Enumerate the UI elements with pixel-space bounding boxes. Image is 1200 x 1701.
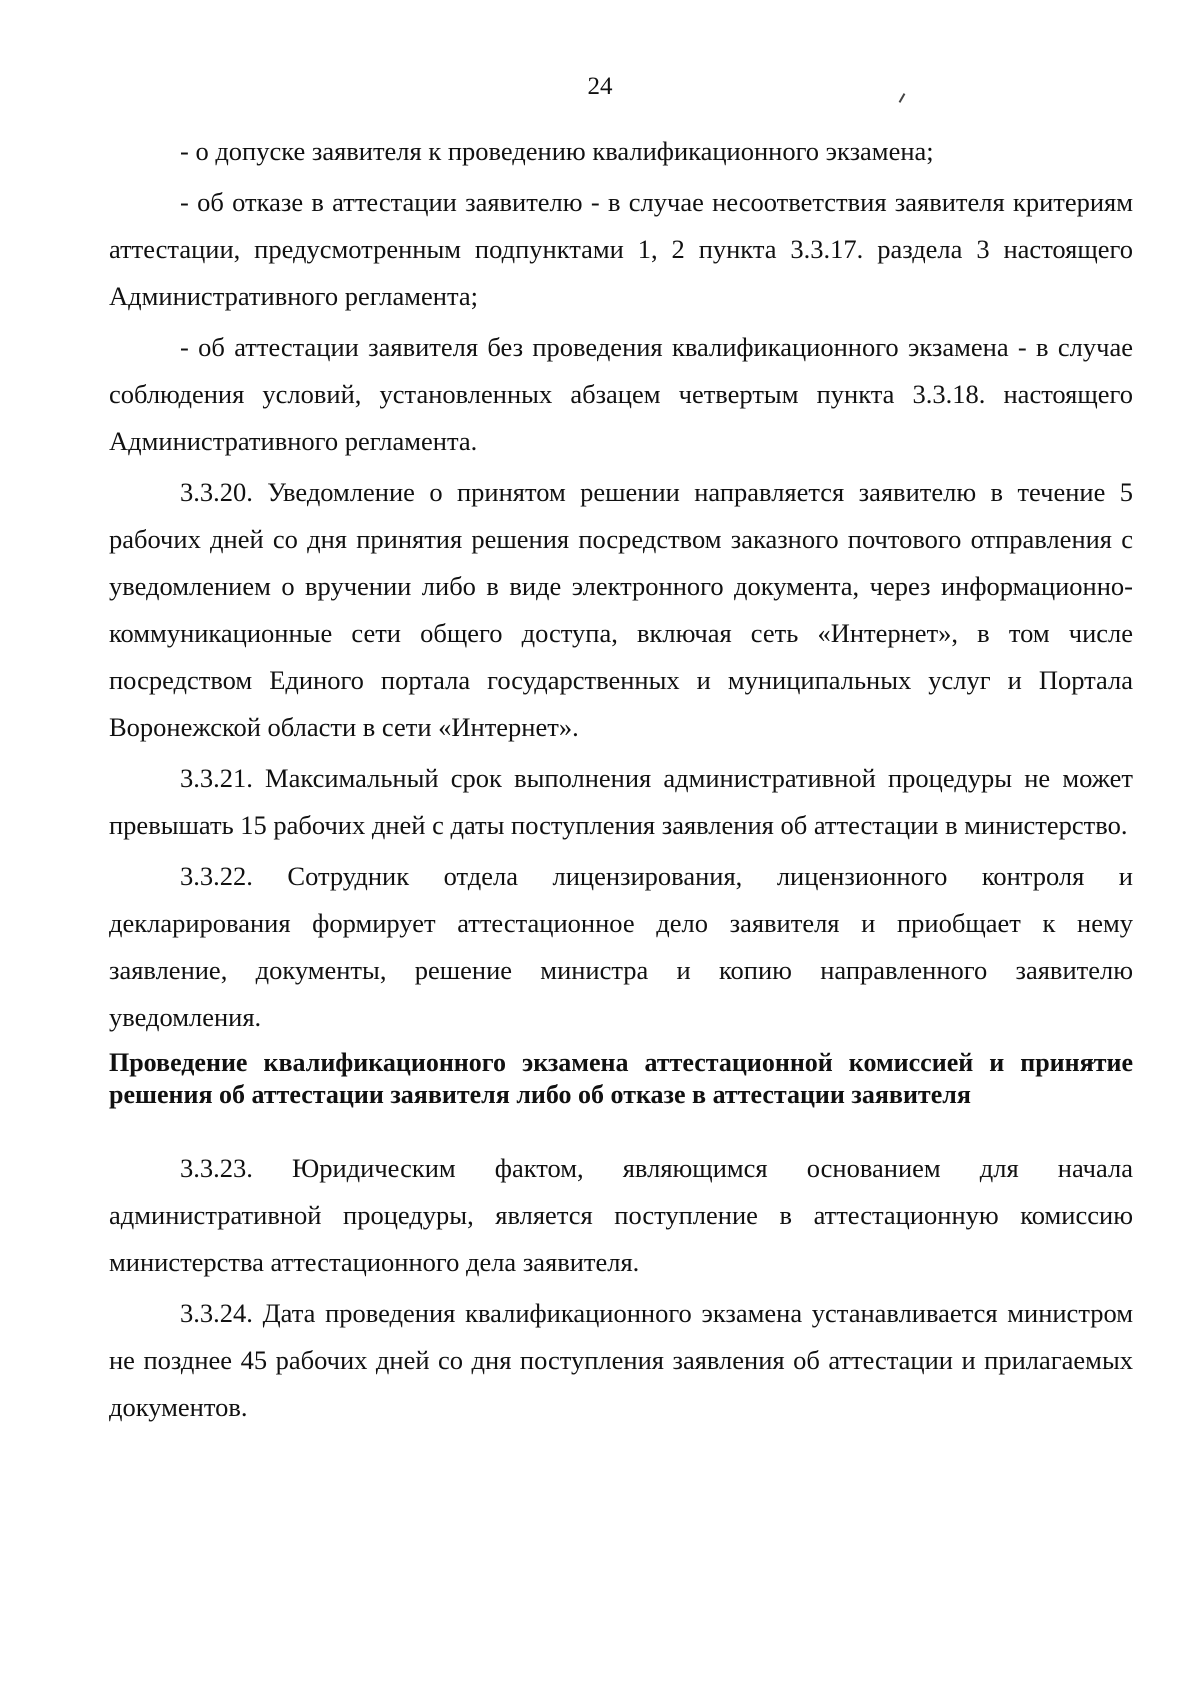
paragraph-3-3-23: 3.3.23. Юридическим фактом, являющимся основанием для начала административной процедуры, является поступление в аттестационную комиссию министерства аттестационного дела заявителя. — [109, 1153, 1133, 1277]
paragraph-3-3-22: 3.3.22. Сотрудник отдела лицензирования, лицензионного контроля и декларирования формирует аттестационное дело заявителя и приобщает к нему заявление, документы, решение министра и копию направленного заявителю уведомления. — [109, 861, 1133, 1032]
document-body — [109, 128, 1133, 1435]
paragraph-refusal-decision: - об отказе в аттестации заявителю - в случае несоответствия заявителя критериям аттестации, предусмотренным подпунктами 1, 2 пункта 3.3.17. раздела 3 настоящего Административного регламента; — [109, 187, 1133, 311]
paragraph-admission-decision: - о допуске заявителя к проведению квалификационного экзамена; — [180, 136, 934, 166]
paragraph-3-3-24: 3.3.24. Дата проведения квалификационного экзамена устанавливается министром не позднее 45 рабочих дней со дня поступления заявления об аттестации и прилагаемых документов. — [109, 1298, 1133, 1422]
paragraph-3-3-21: 3.3.21. Максимальный срок выполнения административной процедуры не может превышать 15 рабочих дней с даты поступления заявления об аттестации в министерство. — [109, 763, 1133, 840]
section-heading: Проведение квалификационного экзамена аттестационной комиссией и принятие решения об аттестации заявителя либо об отказе в аттестации заявителя — [109, 1048, 1133, 1109]
paragraph-attestation-without-exam: - об аттестации заявителя без проведения квалификационного экзамена - в случае соблюдения условий, установленных абзацем четвертым пункта 3.3.18. настоящего Административного регламента. — [109, 332, 1133, 456]
page-number: 24 — [587, 73, 613, 100]
paragraph-3-3-20: 3.3.20. Уведомление о принятом решении направляется заявителю в течение 5 рабочих дней со дня принятия решения посредством заказного почтового отправления с уведомлением о вручении либо в виде электронного документа, через информационно-коммуникационные сети общего доступа, включая сеть «Интернет», в том числе посредством Единого портала государственных и муниципальных услуг и Портала Воронежской области в сети «Интернет». — [109, 477, 1133, 742]
